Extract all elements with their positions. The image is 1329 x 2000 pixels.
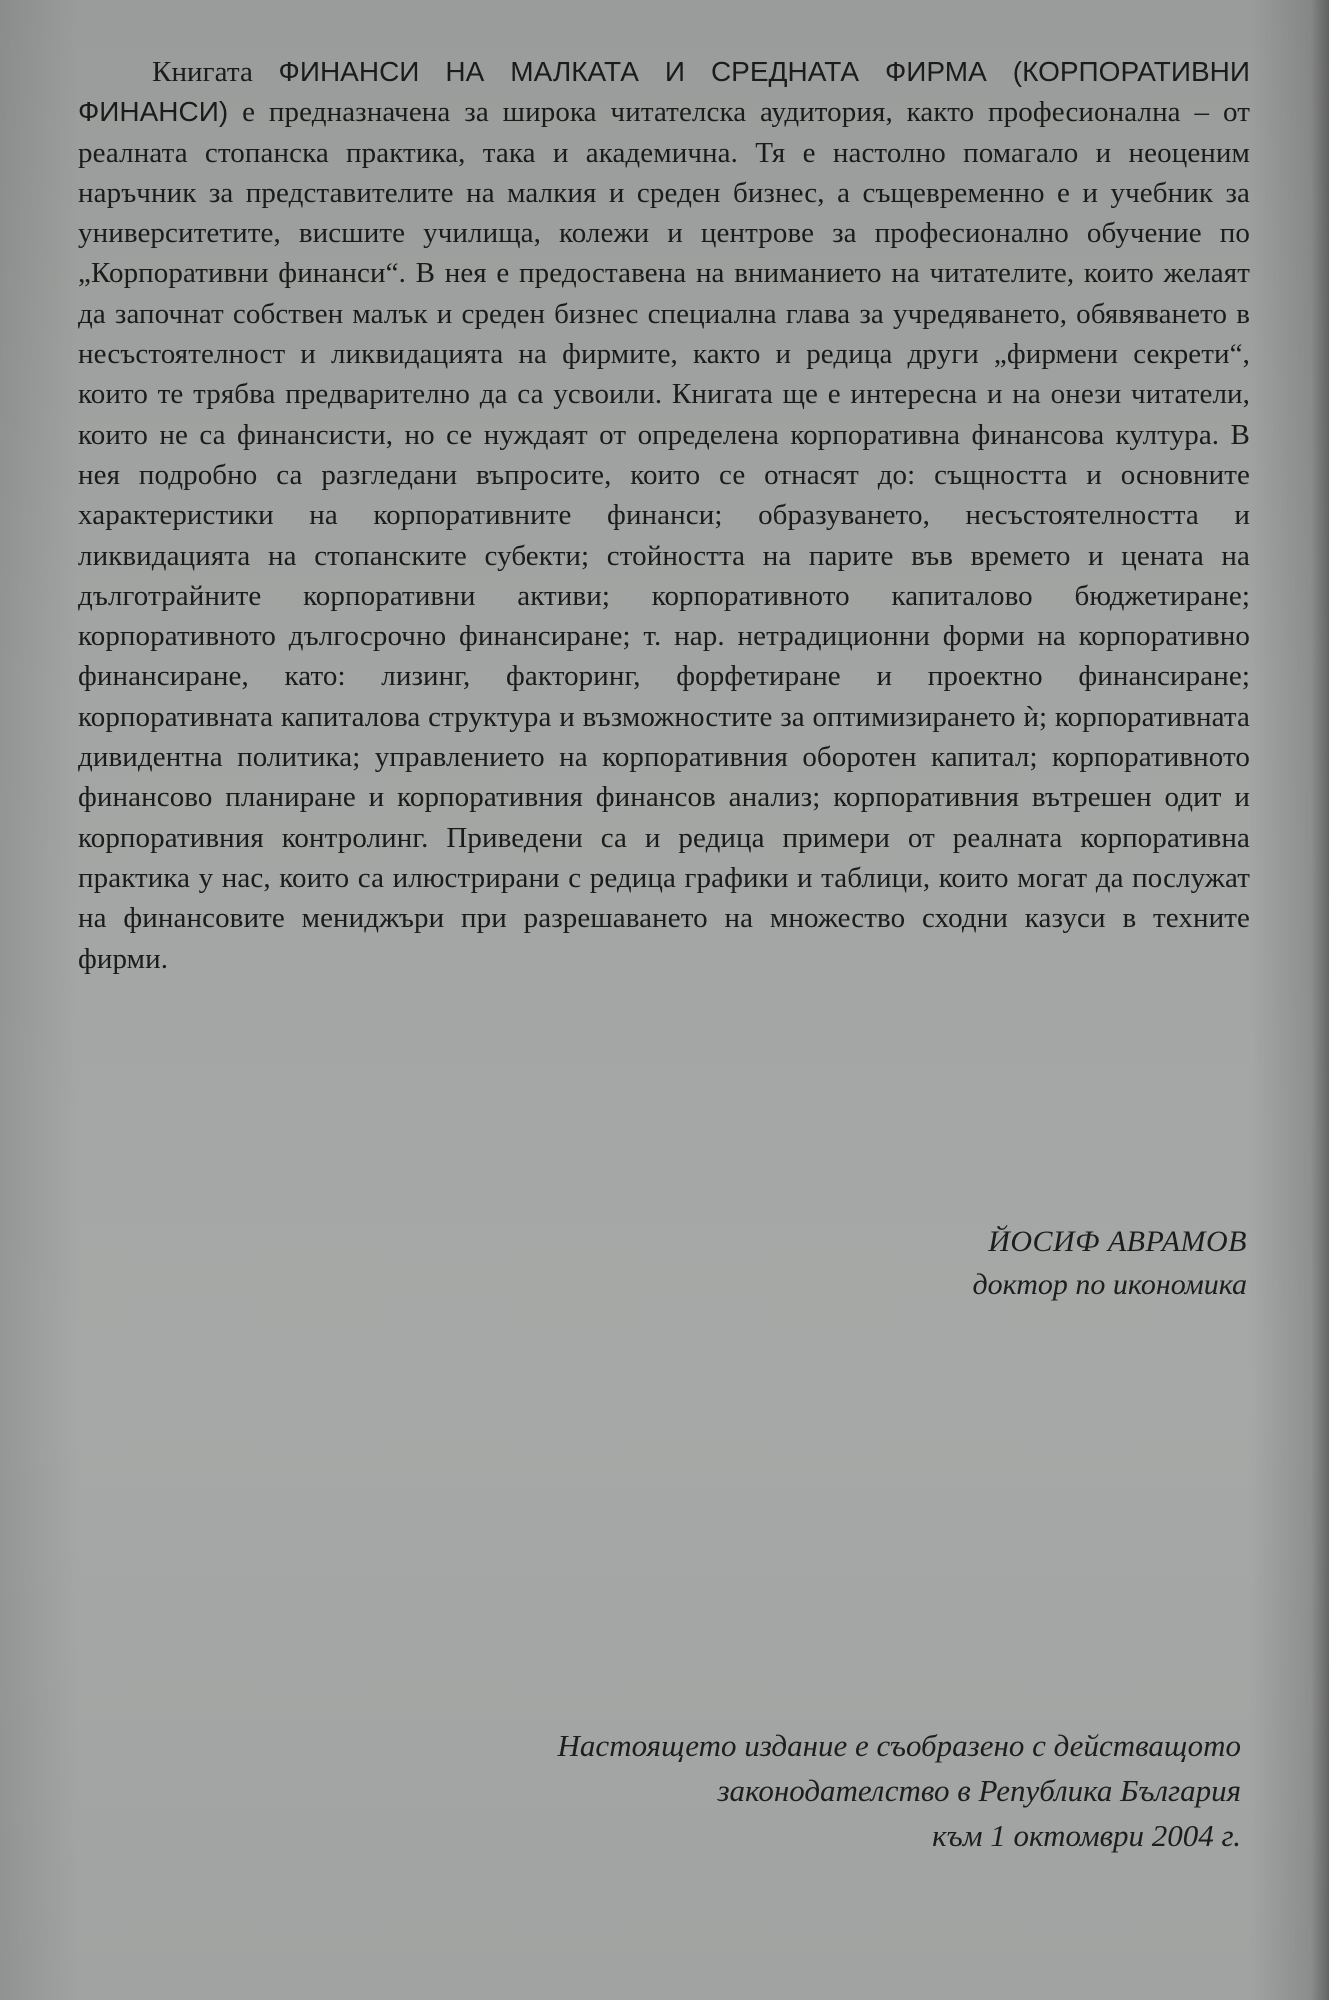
book-title: ФИНАНСИ НА МАЛКАТА И СРЕДНАТА ФИРМА (КОРПОРАТИВНИ ФИНАНСИ) <box>78 56 1250 128</box>
notice-line-2: законодателство в Република България <box>717 1773 1241 1808</box>
annotation-paragraph <box>78 52 1250 979</box>
page-edge-shadow <box>1311 0 1329 2000</box>
paragraph-body: е предназначена за широка читателска аудитория, както професионална – от реалната стопанска практика, така и академична. Тя е настолно помагало и неоценим наръчник за представителите на малкия и среден бизнес, а същевременно е и учебник за университетите, висшите училища, колежи и центрове за професионално обучение по „Корпоративни финанси“. В нея е предоставена на вниманието на читателите, които желаят да започнат собствен малък и среден бизнес специална глава за учредяването, обявяването в несъстоятелност и ликвидацията на фирмите, както и редица други „фирмени секрети“, които те трябва предварително да са усвоили. Книгата ще е интересна и на онези читатели, които не са финансисти, но се нуждаят от определена корпоративна финансова култура. В нея подробно са разгледани въпросите, които се отнасят до: същността и основните характеристики на корпоративните финанси; образуването, несъстоятелността и ликвидацията на стопанските субекти; стойността на парите във времето и цената на дълготрайните корпоративни активи; корпоративното капиталово бюджетиране; корпоративното дългосрочно финансиране; т. нар. нетрадиционни форми на корпоративно финансиране, като: лизинг, факторинг, форфетиране и проектно финансиране; корпоративната капиталова структура и възможностите за оптимизирането ѝ; корпоративната дивидентна политика; управлението на корпоративния оборотен капитал; корпоративното финансово планиране и корпоративния финансов анализ; корпоративния вътрешен одит и корпоративния контролинг. Приведени са и редица примери от реалната корпоративна практика у нас, които са илюстрирани с редица графики и таблици, които могат да послужат на финансовите мениджъри при разрешаването на множество сходни казуси в техните фирми. <box>78 96 1250 975</box>
author-signature <box>972 1220 1247 1306</box>
notice-line-3: към 1 октомври 2004 г. <box>932 1818 1241 1853</box>
notice-line-1: Настоящето издание е съобразено с действащото <box>557 1728 1241 1763</box>
legislation-notice <box>558 1723 1241 1858</box>
paragraph-lead-word: Книгата <box>152 56 279 88</box>
author-title: доктор по икономика <box>972 1268 1247 1301</box>
author-name: ЙОСИФ АВРАМОВ <box>988 1225 1247 1258</box>
